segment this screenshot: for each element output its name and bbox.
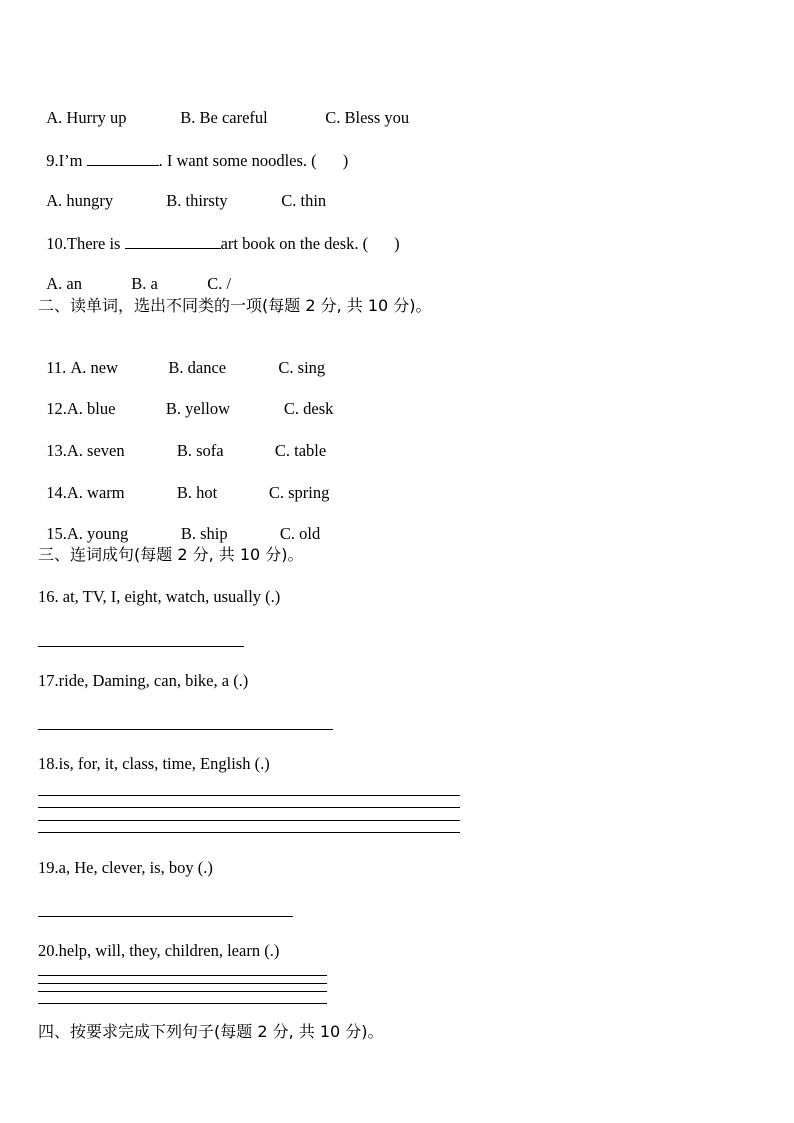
q9-option-a: A. hungry: [46, 191, 114, 210]
q9-answer-blank[interactable]: [87, 150, 159, 166]
q15-option-c: C. old: [279, 524, 321, 543]
q11-row: [38, 338, 325, 378]
q14-option-a: A. warm: [66, 483, 125, 502]
q9-options: [38, 171, 326, 211]
q20-answer-line-2[interactable]: [38, 983, 327, 984]
q10-option-b: B. a: [131, 274, 158, 293]
q18-answer-line-3[interactable]: [38, 820, 460, 821]
q9-before: 9.I’m: [46, 151, 87, 170]
q10-stem: [38, 213, 400, 254]
q12-option-c: C. desk: [283, 399, 334, 418]
section3-title: 三、连词成句(每题 2 分, 共 10 分)。: [38, 545, 304, 564]
q19-answer-line[interactable]: [38, 916, 293, 917]
q15-option-b: B. ship: [180, 524, 228, 543]
q11-option-a: A. new: [70, 358, 119, 377]
q15-row: [38, 504, 320, 544]
q8-option-b: B. Be careful: [180, 108, 268, 127]
q8-options: [38, 88, 409, 128]
q17-prompt: 17.ride, Daming, can, bike, a (.): [38, 671, 249, 690]
q20-answer-line-1[interactable]: [38, 975, 327, 976]
q18-answer-line-4[interactable]: [38, 832, 460, 833]
q18-prompt: 18.is, for, it, class, time, English (.): [38, 754, 270, 773]
q20-answer-line-3[interactable]: [38, 991, 327, 992]
q10-options: [38, 254, 231, 294]
q10-option-a: A. an: [46, 274, 82, 293]
q19-prompt: 19.a, He, clever, is, boy (.): [38, 858, 213, 877]
q14-option-c: C. spring: [268, 483, 330, 502]
q11-option-b: B. dance: [168, 358, 227, 377]
q8-option-a: A. Hurry up: [46, 108, 127, 127]
q10-after: art book on the desk. (: [220, 234, 369, 253]
q9-after: . I want some noodles. (: [158, 151, 317, 170]
q16-answer-line[interactable]: [38, 646, 244, 647]
q17-answer-line[interactable]: [38, 729, 333, 730]
q9-stem: [38, 130, 348, 171]
q13-option-a: A. seven: [66, 441, 125, 460]
q15-number: 15.: [46, 524, 67, 543]
q12-option-b: B. yellow: [165, 399, 231, 418]
q8-option-c: C. Bless you: [325, 108, 410, 127]
q15-option-a: A. young: [66, 524, 129, 543]
q13-option-c: C. table: [274, 441, 327, 460]
q11-option-c: C. sing: [278, 358, 326, 377]
q13-option-b: B. sofa: [176, 441, 224, 460]
q18-answer-line-2[interactable]: [38, 807, 460, 808]
q18-answer-line-1[interactable]: [38, 795, 460, 796]
q12-row: [38, 379, 333, 419]
q14-row: [38, 463, 329, 503]
q20-answer-line-4[interactable]: [38, 1003, 327, 1004]
q9-close: ): [342, 151, 349, 170]
q14-number: 14.: [46, 483, 67, 502]
section2-title: 二、读单词，选出不同类的一项(每题 2 分, 共 10 分)。: [38, 296, 432, 315]
q9-option-b: B. thirsty: [166, 191, 228, 210]
q10-option-c: C. /: [207, 274, 232, 293]
q20-prompt: 20.help, will, they, children, learn (.): [38, 941, 280, 960]
q10-before: 10.There is: [46, 234, 125, 253]
q12-number: 12.: [46, 399, 67, 418]
q12-option-a: A. blue: [66, 399, 116, 418]
q10-answer-blank[interactable]: [125, 233, 221, 249]
q16-prompt: 16. at, TV, I, eight, watch, usually (.): [38, 587, 281, 606]
q9-option-c: C. thin: [281, 191, 327, 210]
q14-option-b: B. hot: [176, 483, 218, 502]
q13-row: [38, 421, 326, 461]
q13-number: 13.: [46, 441, 67, 460]
q11-number: 11.: [46, 358, 71, 377]
q10-close: ): [394, 234, 400, 253]
section4-title: 四、按要求完成下列句子(每题 2 分, 共 10 分)。: [38, 1022, 384, 1041]
